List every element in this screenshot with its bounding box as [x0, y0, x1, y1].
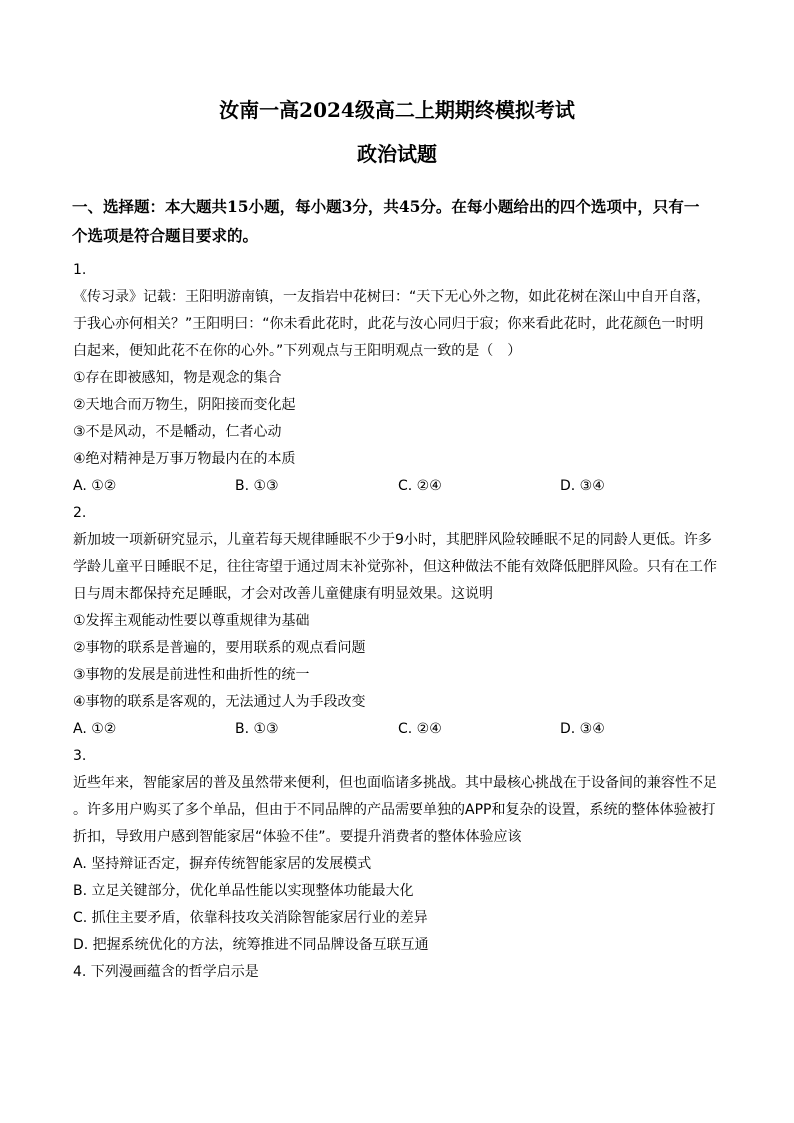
- section-heading-line-2: 个选项是符合题目要求的。: [72, 226, 259, 245]
- statement-2: ②天地合而万物生，阴阳接而变化起: [73, 397, 296, 413]
- question-3: [73, 743, 723, 959]
- answer-options: [73, 716, 723, 743]
- question-2: [73, 500, 723, 743]
- option-c: C. ②④: [398, 721, 442, 737]
- question-stem-line: 日与周末都保持充足睡眠，才会对改善儿童健康有明显效果。这说明: [73, 586, 493, 602]
- question-1: [73, 257, 723, 500]
- choice-b: B. 立足关键部分，优化单品性能以实现整体功能最大化: [73, 883, 414, 899]
- question-stem-line: 白起来，便知此花不在你的心外。”下列观点与王阳明观点一致的是（ ）: [73, 343, 522, 359]
- statement-3: ③不是风动，不是幡动，仁者心动: [73, 424, 282, 440]
- statement-1: ①发挥主观能动性要以尊重规律为基础: [73, 613, 310, 629]
- question-stem-line: 于我心亦何相关？”王阳明曰：“你未看此花时，此花与汝心同归于寂；你来看此花时，此花颜色一时明: [73, 316, 704, 332]
- choice-d: D. 把握系统优化的方法，统筹推进不同品牌设备互联互通: [73, 937, 429, 953]
- option-b: B. ①③: [235, 478, 279, 494]
- statement-4: ④事物的联系是客观的，无法通过人为手段改变: [73, 694, 366, 710]
- question-stem-line: 学龄儿童平日睡眠不足，往往寄望于通过周末补觉弥补，但这种做法不能有效降低肥胖风险。只有在工作: [73, 559, 717, 575]
- statement-3: ③事物的发展是前进性和曲折性的统一: [73, 667, 310, 683]
- exam-subject: 政治试题: [357, 142, 437, 166]
- option-d: D. ③④: [560, 478, 605, 494]
- choice-a: A. 坚持辩证否定，摒弃传统智能家居的发展模式: [73, 856, 372, 872]
- option-a: A. ①②: [73, 721, 117, 737]
- question-number: 3.: [73, 748, 87, 764]
- section-heading: [72, 192, 722, 250]
- question-number: 1.: [73, 262, 87, 278]
- exam-title: 汝南一高2024级高二上期期终模拟考试: [219, 98, 575, 122]
- answer-options: [73, 473, 723, 500]
- question-4-intro: 4. 下列漫画蕴含的哲学启示是: [73, 964, 259, 980]
- section-heading-line-1: 一、选择题：本大题共15小题，每小题3分，共45分。在每小题给出的四个选项中，只有一: [72, 197, 700, 216]
- option-b: B. ①③: [235, 721, 279, 737]
- statement-1: ①存在即被感知，物是观念的集合: [73, 370, 282, 386]
- question-stem-line: 近些年来，智能家居的普及虽然带来便利，但也面临诸多挑战。其中最核心挑战在于设备间的兼容性不足: [73, 775, 717, 791]
- question-stem-line: 新加坡一项新研究显示，儿童若每天规律睡眠不少于9小时，其肥胖风险较睡眠不足的同龄人更低。许多: [73, 532, 712, 548]
- question-stem-line: 。许多用户购买了多个单品，但由于不同品牌的产品需要单独的APP和复杂的设置，系统的整体体验被打: [73, 802, 716, 818]
- choice-c: C. 抓住主要矛盾，依靠科技攻关消除智能家居行业的差异: [73, 910, 428, 926]
- option-c: C. ②④: [398, 478, 442, 494]
- statement-4: ④绝对精神是万事万物最内在的本质: [73, 451, 296, 467]
- option-a: A. ①②: [73, 478, 117, 494]
- question-stem-line: 折扣，导致用户感到智能家居“体验不佳”。要提升消费者的整体体验应该: [73, 829, 522, 845]
- question-stem-line: 《传习录》记载：王阳明游南镇，一友指岩中花树曰：“天下无心外之物，如此花树在深山中自开自落，: [73, 289, 711, 305]
- question-list: [73, 257, 723, 986]
- option-d: D. ③④: [560, 721, 605, 737]
- question-number: 2.: [73, 505, 87, 521]
- statement-2: ②事物的联系是普遍的，要用联系的观点看问题: [73, 640, 366, 656]
